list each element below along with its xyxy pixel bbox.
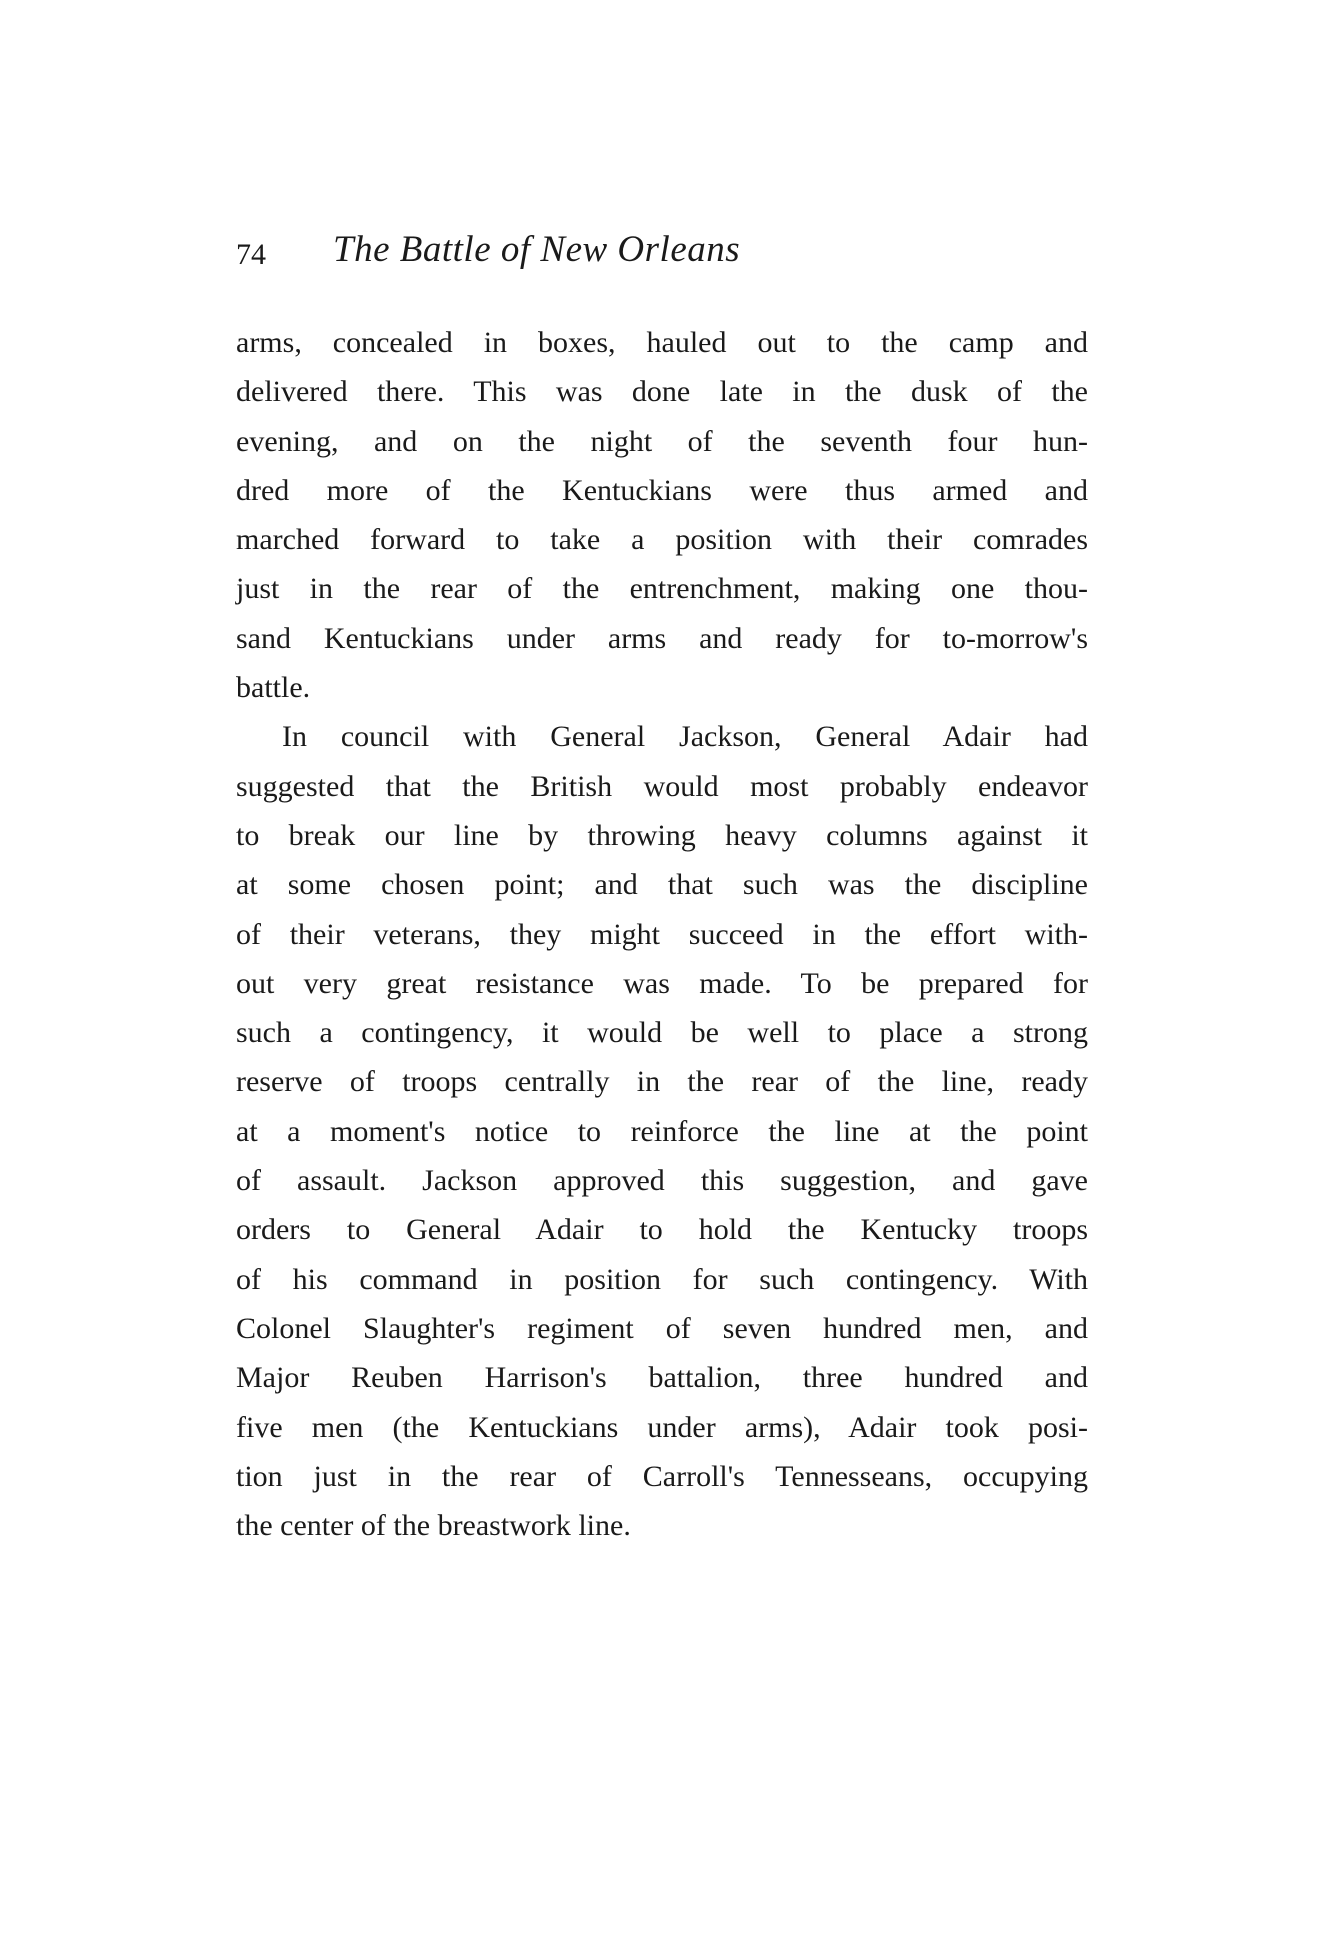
text-line: of his command in position for such contingency. With — [236, 1262, 1088, 1296]
text-line: tion just in the rear of Carroll's Tennesseans, occupying — [236, 1459, 1088, 1493]
text-line: sand Kentuckians under arms and ready for to-morrow's — [236, 621, 1088, 655]
text-line: at a moment's notice to reinforce the line at the point — [236, 1114, 1088, 1148]
running-title: The Battle of New Orleans — [333, 229, 741, 270]
text-line: Major Reuben Harrison's battalion, three hundred and — [236, 1361, 1088, 1395]
text-line: orders to General Adair to hold the Kentucky troops — [236, 1213, 1088, 1247]
page-body — [236, 318, 1088, 1550]
text-line: to break our line by throwing heavy columns against it — [236, 818, 1088, 852]
paragraph — [236, 712, 1088, 1550]
text-line: battle. — [236, 671, 311, 705]
text-line: Colonel Slaughter's regiment of seven hundred men, and — [236, 1311, 1088, 1345]
text-line: just in the rear of the entrenchment, making one thou- — [236, 572, 1088, 606]
text-line: the center of the breastwork line. — [236, 1509, 631, 1543]
text-line: five men (the Kentuckians under arms), Adair took posi- — [236, 1410, 1088, 1444]
text-line: of their veterans, they might succeed in the effort with- — [236, 917, 1088, 951]
text-line: arms, concealed in boxes, hauled out to the camp and — [236, 326, 1088, 359]
text-line: such a contingency, it would be well to place a strong — [236, 1016, 1088, 1050]
text-line: dred more of the Kentuckians were thus armed and — [236, 473, 1088, 507]
page-number: 74 — [236, 238, 266, 271]
text-line: reserve of troops centrally in the rear of the line, ready — [236, 1065, 1088, 1099]
text-line: out very great resistance was made. To be prepared for — [236, 966, 1088, 1000]
text-line: of assault. Jackson approved this suggestion, and gave — [236, 1164, 1088, 1198]
text-line: marched forward to take a position with their comrades — [236, 523, 1088, 557]
text-line: evening, and on the night of the seventh four hun- — [236, 424, 1088, 458]
text-line: at some chosen point; and that such was the discipline — [236, 868, 1088, 902]
paragraph — [236, 318, 1088, 712]
text-line: suggested that the British would most probably endeavor — [236, 769, 1088, 803]
text-line: delivered there. This was done late in the dusk of the — [236, 375, 1088, 409]
text-line: In council with General Jackson, General Adair had — [282, 720, 1088, 754]
